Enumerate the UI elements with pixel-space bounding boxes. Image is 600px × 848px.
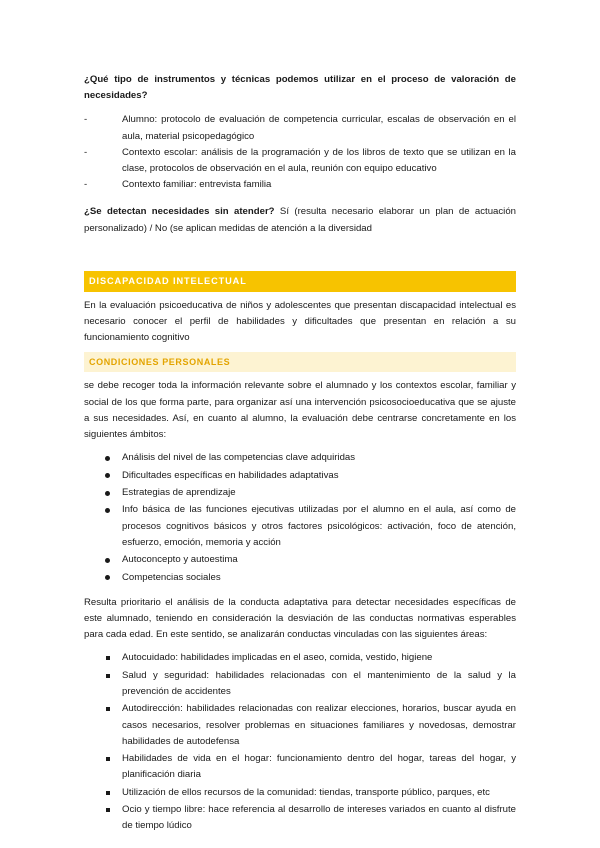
dash-marker: -: [84, 179, 88, 191]
list-item: [84, 570, 516, 586]
dash-marker: -: [84, 114, 88, 126]
question-unmet-needs-bold: ¿Se detectan necesidades sin atender?: [84, 206, 275, 218]
list-item-text: Autocuidado: habilidades implicadas en el aseo, comida, vestido, higiene: [122, 652, 433, 664]
list-item-text: Dificultades específicas en habilidades adaptativas: [122, 469, 339, 481]
question-unmet-needs: [84, 204, 516, 236]
list-item: [84, 145, 516, 177]
list-item-text: Contexto familiar: entrevista familia: [122, 179, 272, 191]
list-item-text: Ocio y tiempo libre: hace referencia al desarrollo de intereses variados en cuanto al disfrute de tiempo lúdico: [122, 804, 516, 832]
list-item-text: Análisis del nivel de las competencias clave adquiridas: [122, 452, 356, 464]
areas-adaptativas-list: [84, 650, 516, 834]
condiciones-paragraph: se debe recoger toda la información relevante sobre el alumnado y los contextos escolar, familiar y social de los que forma parte, para organizar así una intervención psicosocioeducativa que se ajuste a sus necesidades. Así, en cuanto al alumno, la evaluación debe centrarse concretamente en los siguientes ámbitos:: [84, 380, 516, 441]
question-unmet-needs-rest: Sí (resulta necesario elaborar un plan de actuación personalizado) / No (se aplican medidas de atención a la diversidad: [84, 206, 516, 234]
page-content: [84, 64, 516, 836]
bullet-square-icon: [106, 808, 110, 812]
bullet-dot-icon: [105, 508, 110, 513]
bullet-dot-icon: [105, 456, 110, 461]
bullet-dot-icon: [105, 491, 110, 496]
conducta-adaptativa-paragraph: Resulta prioritario el análisis de la conducta adaptativa para detectar necesidades específicas de este alumnado, teniendo en consideración la desviación de las conductas normativas esperables para cada edad. En este sentido, se analizarán conductas vinculadas con las siguientes áreas:: [84, 596, 516, 641]
list-item-text: Utilización de ellos recursos de la comunidad: tiendas, transporte público, parques, etc: [122, 786, 490, 798]
list-item-text: Estrategias de aprendizaje: [122, 487, 236, 499]
question-instruments: [84, 72, 516, 104]
list-item: [84, 701, 516, 750]
list-item: [84, 450, 516, 466]
list-item: [84, 112, 516, 144]
list-item-text: Salud y seguridad: habilidades relacionadas con el mantenimiento de la salud y la prevención de accidentes: [122, 669, 516, 698]
list-item-text: Autodirección: habilidades relacionadas con realizar elecciones, horarios, buscar ayuda en casos necesarios, resolver problemas en situaciones familiares y novedosas, demostrar habilidades de autodefensa: [122, 703, 516, 747]
list-item: [84, 785, 516, 801]
bullet-dot-icon: [105, 558, 110, 563]
subsection-heading-condiciones: CONDICIONES PERSONALES: [84, 352, 516, 372]
list-item: [84, 485, 516, 501]
bullet-square-icon: [106, 757, 110, 761]
bullet-dot-icon: [105, 473, 110, 478]
list-item: [84, 802, 516, 834]
list-item: [84, 650, 516, 666]
bullet-square-icon: [106, 656, 110, 660]
dash-marker: -: [84, 146, 88, 158]
question-instruments-text: ¿Qué tipo de instrumentos y técnicas podemos utilizar en el proceso de valoración de necesidades?: [84, 74, 516, 102]
bullet-square-icon: [106, 791, 110, 795]
list-item: [84, 668, 516, 700]
list-item: [84, 552, 516, 568]
list-item: [84, 177, 516, 193]
instruments-list: [84, 112, 516, 193]
list-item: [84, 502, 516, 551]
ambitos-list: [84, 450, 516, 586]
list-item-text: Alumno: protocolo de evaluación de competencia curricular, escalas de observación en el aula, material psicopedagógico: [122, 114, 516, 142]
bullet-square-icon: [106, 707, 110, 711]
section-intro: En la evaluación psicoeducativa de niños y adolescentes que presentan discapacidad intelectual es necesario conocer el perfil de habilidades y dificultades que presentan en relación a su funcionamiento cognitivo: [84, 299, 516, 344]
list-item: [84, 751, 516, 783]
list-item-text: Contexto escolar: análisis de la programación y de los libros de texto que se utilizan en la clase, protocolos de observación en el aula, reunión con equipo educativo: [122, 146, 516, 175]
section-heading-discapacidad: DISCAPACIDAD INTELECTUAL: [84, 271, 516, 292]
list-item-text: Info básica de las funciones ejecutivas utilizadas por el alumno en el aula, así como de procesos cognitivos básicos y otros factores psicológicos: activación, foco de atención, esfuerzo, emoción, memoria y acción: [122, 504, 516, 548]
list-item-text: Autoconcepto y autoestima: [122, 554, 238, 566]
bullet-dot-icon: [105, 575, 110, 580]
list-item-text: Habilidades de vida en el hogar: funcionamiento dentro del hogar, tareas del hogar, y planificación diaria: [122, 753, 516, 781]
list-item: [84, 468, 516, 484]
list-item-text: Competencias sociales: [122, 571, 221, 583]
bullet-square-icon: [106, 674, 110, 678]
